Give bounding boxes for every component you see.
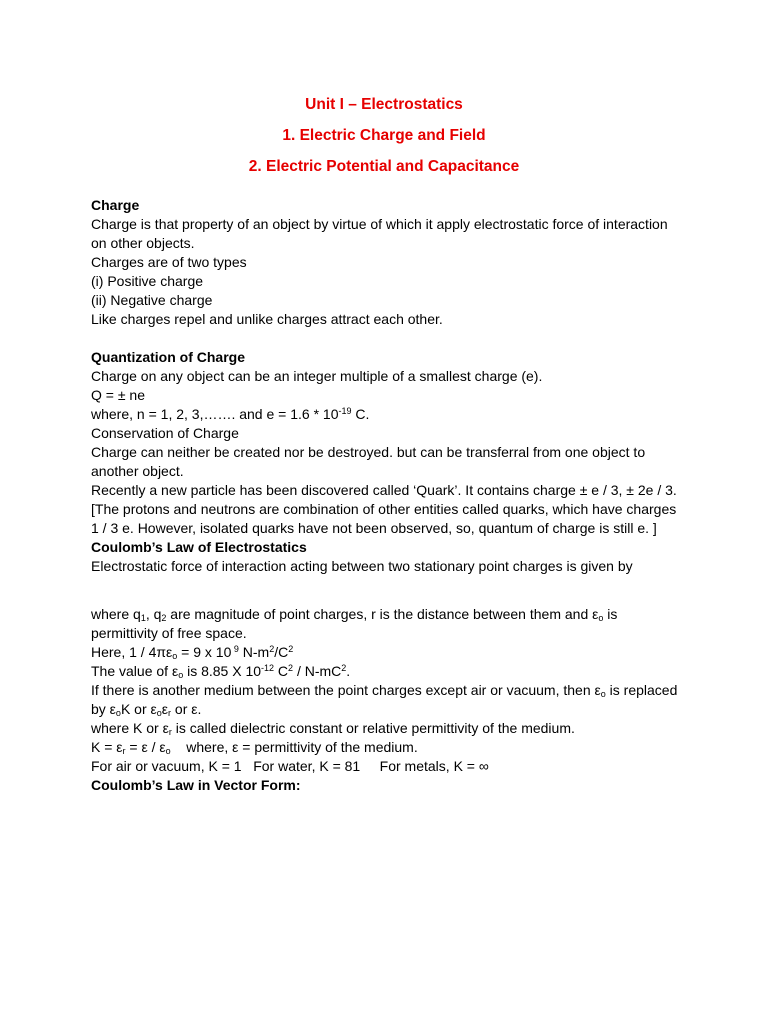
- positive-charge-item: (i) Positive charge: [91, 273, 204, 289]
- quark-line-3: 1 / 3 e. However, isolated quarks have not been observed, so, quantum of charge is still e. ]: [91, 520, 657, 536]
- quark-line-2: [The protons and neutrons are combination of other entities called quarks, which have charges: [91, 501, 677, 517]
- charge-types-text: Charges are of two types: [91, 254, 247, 270]
- charge-heading: Charge: [91, 197, 140, 213]
- vector-form-heading: Coulomb’s Law in Vector Form:: [91, 777, 301, 793]
- document-body: [91, 196, 691, 795]
- medium-line-2: by $\varepsilon_oK$ or $\varepsilon_o\varepsilon_r$ or ε.: [91, 701, 202, 718]
- unit-title: Unit I – Electrostatics: [305, 96, 463, 113]
- coulomb-heading: Coulomb’s Law of Electrostatics: [91, 539, 307, 555]
- conservation-line-1: Charge can neither be created nor be destroyed. but can be transferral from one object to: [91, 444, 646, 460]
- paragraph-gap: [91, 329, 691, 348]
- constant-value-line: Here, $1 / 4\pi\varepsilon_o = 9$ x 10 $^9$ $N-m^2/C^2$: [91, 644, 294, 661]
- title-block: [0, 92, 768, 185]
- dielectric-values-line: For air or vacuum, K = 1 For water, K = 81 For metals, K = ∞: [91, 758, 489, 774]
- medium-line-1: If there is another medium between the point charges except air or vacuum, then $\varepsilon_o$ is replaced: [91, 682, 678, 699]
- formula-gap: [91, 576, 691, 605]
- dielectric-formula-line: $K = \varepsilon_r = \varepsilon / \varepsilon_o$ where, ε = permittivity of the medium.: [91, 739, 418, 756]
- quantization-values: where, n = 1, 2, 3,……. and $e = 1.6 * 10^{-19}$ C.: [91, 406, 370, 422]
- conservation-line-2: another object.: [91, 463, 184, 479]
- chapter-2-title: 2. Electric Potential and Capacitance: [248, 158, 520, 175]
- quantization-heading: Quantization of Charge: [91, 349, 245, 365]
- dielectric-line: where K or $\varepsilon_r$ is called dielectric constant or relative permittivity of the medium.: [91, 720, 575, 737]
- charge-definition-line-1: Charge is that property of an object by virtue of which it apply electrostatic force of interaction: [91, 216, 668, 232]
- coulomb-line-1: Electrostatic force of interaction acting between two stationary point charges is given by: [91, 558, 633, 574]
- epsilon-value-line: The value of $\varepsilon_o$ is 8.85 X $10^{-12}$ $C^2 / N-mC^2$.: [91, 663, 351, 680]
- quantization-formula: Q = ± ne: [91, 387, 145, 403]
- charge-definition-line-2: on other objects.: [91, 235, 195, 251]
- chapter-1-title: 1. Electric Charge and Field: [282, 127, 486, 144]
- coulomb-where-line: where $q_1$, $q_2$ are magnitude of point charges, r is the distance between them and $\varepsilon_o$ is: [91, 606, 618, 623]
- permittivity-line: permittivity of free space.: [91, 625, 247, 641]
- quantization-line-1: Charge on any object can be an integer multiple of a smallest charge (e).: [91, 368, 543, 384]
- like-charges-text: Like charges repel and unlike charges attract each other.: [91, 311, 443, 327]
- quark-line-1: Recently a new particle has been discovered called ‘Quark’. It contains charge ± e / 3, ± 2e / 3.: [91, 482, 677, 498]
- negative-charge-item: (ii) Negative charge: [91, 292, 213, 308]
- conservation-subheading: Conservation of Charge: [91, 425, 239, 441]
